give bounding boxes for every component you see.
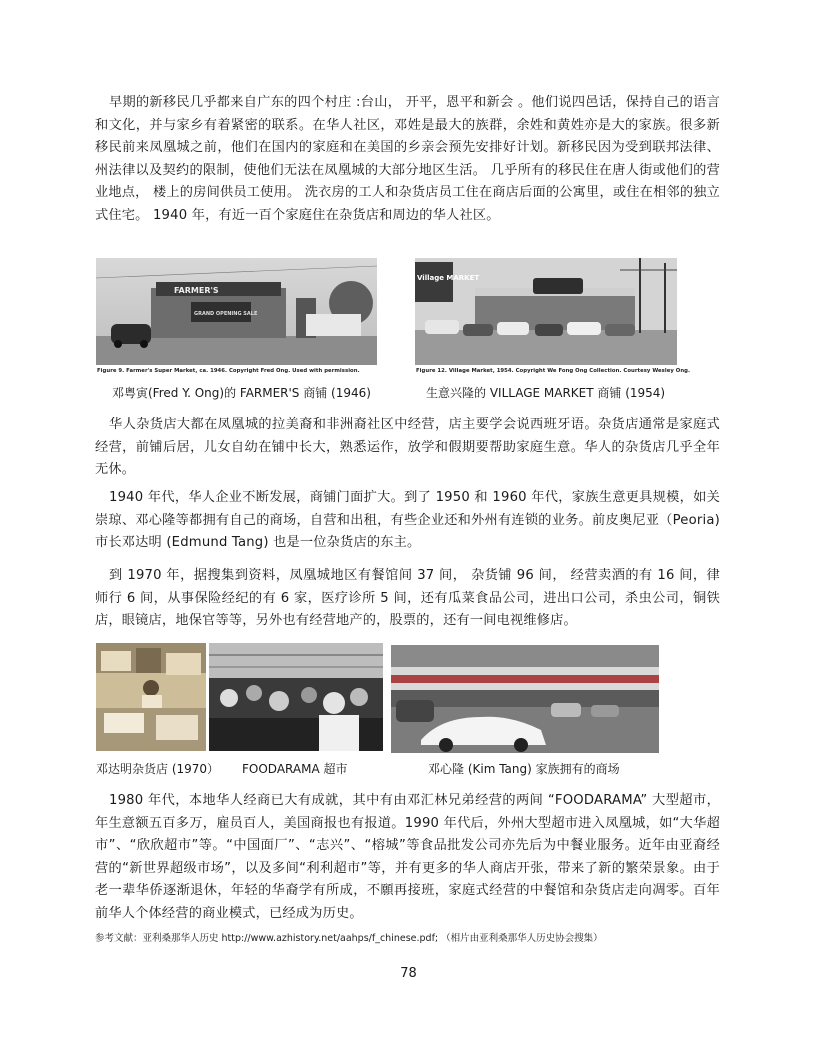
paragraph-grocery-stores: 华人杂货店大都在凤凰城的拉美裔和非洲裔社区中经营，店主要学会说西班牙语。杂货店通常是家庭式经营，前铺后居，儿女自幼在铺中长大，熟悉运作，放学和假期要帮助家庭生意。华人的杂货店几乎全年无休。	[95, 417, 720, 477]
grand-opening-sign: GRAND OPENING SALE	[194, 311, 258, 317]
foodarama-caption: FOODARAMA 超市	[242, 762, 348, 776]
village-market-photo	[415, 258, 677, 365]
paragraph-1980s: 1980 年代，本地华人经商已大有成就，其中有由邓汇林兄弟经营的两间 “FOODARAMA” 大型超市，年生意额五百多万，雇员百人，美国商报也有报道。1990 年代后，外州大型超市进入凤凰城，如“大华超市”、“欣欣超市”等。“中国面厂”、“志兴”、“榕城”等食品批发公司亦先后为中餐业服务。近年由亚裔经营的“新世界超级市场”，以及多间“利利超市”等，并有更多的华人商店开张，带来了新的繁荣景象。由于老一辈华侨逐渐退休，年轻的华裔学有所成，不願再接班，家庭式经营的中餐馆和杂货店走向凋零。百年前华人个体经营的商业模式，已经成为历史。	[95, 793, 720, 921]
paragraph-immigrants: 早期的新移民几乎都来自广东的四个村庄 :台山， 开平，恩平和新会 。他们说四邑话，保持自己的语言和文化，并与家乡有着紧密的联系。在华人社区，邓姓是最大的族群，余姓和黄姓亦是大的家族。很多新移民前来凤凰城之前，他们在国内的家庭和在美国的乡亲会预先安排好计划。新移民因为受到联邦法律、州法律以及契约的限制，使他们无法在凤凰城的大部分地区生活。 几乎所有的移民住在唐人街或他们的营业地点， 楼上的房间供员工使用。 洗衣房的工人和杂货店员工住在商店后面的公寓里，或住在相邻的独立式住宅。 1940 年，有近一百个家庭住在杂货店和周边的华人社区。	[95, 95, 720, 223]
paragraph-1940s: 1940 年代，华人企业不断发展，商铺门面扩大。到了 1950 和 1960 年代，家族生意更具规模，如关崇琼、邓心隆等都拥有自己的商场，自营和出租，有些企业还和外州有连锁的业务。前皮奥尼亚（Peoria) 市长邓达明 (Edmund Tang) 也是一位杂货店的东主。	[95, 490, 720, 550]
tang-grocery-photo	[96, 643, 206, 751]
village-market-sign: Village MARKET	[417, 274, 480, 282]
farmers-market-photo	[96, 258, 377, 365]
kim-tang-mall-photo	[391, 645, 659, 753]
farmers-sign: FARMER'S	[174, 286, 219, 295]
figure-9-caption: Figure 9. Farmer's Super Market, ca. 1946. Copyright Fred Ong. Used with permission.	[97, 368, 360, 374]
reference-note: 参考文献：亚利桑那华人历史 http://www.azhistory.net/aahps/f_chinese.pdf; （相片由亚利桑那华人历史协会搜集）	[95, 933, 603, 944]
village-market-caption: 生意兴隆的 VILLAGE MARKET 商铺 (1954)	[426, 386, 666, 400]
farmers-caption: 邓粤寅(Fred Y. Ong)的 FARMER'S 商铺 (1946)	[112, 386, 371, 400]
tang-grocery-caption: 邓达明杂货店 (1970）	[96, 762, 220, 776]
foodarama-photo	[209, 643, 383, 751]
kim-tang-mall-caption: 邓心隆 (Kim Tang) 家族拥有的商场	[428, 762, 620, 776]
figure-12-caption: Figure 12. Village Market, 1954. Copyright We Fong Ong Collection. Courtesy Wesley Ong.	[416, 368, 691, 374]
page-number: 78	[400, 966, 417, 981]
paragraph-1970: 到 1970 年，据搜集到资料，凤凰城地区有餐馆间 37 间， 杂货铺 96 间， 经营卖酒的有 16 间，律师行 6 间，从事保险经纪的有 6 家，医疗诊所 5 间，还有瓜菜食品公司，进出口公司，杀虫公司，铜铁店，眼镜店，地保官等等，另外也有经营地产的，股票的，还有一间电视维修店。	[95, 568, 720, 628]
